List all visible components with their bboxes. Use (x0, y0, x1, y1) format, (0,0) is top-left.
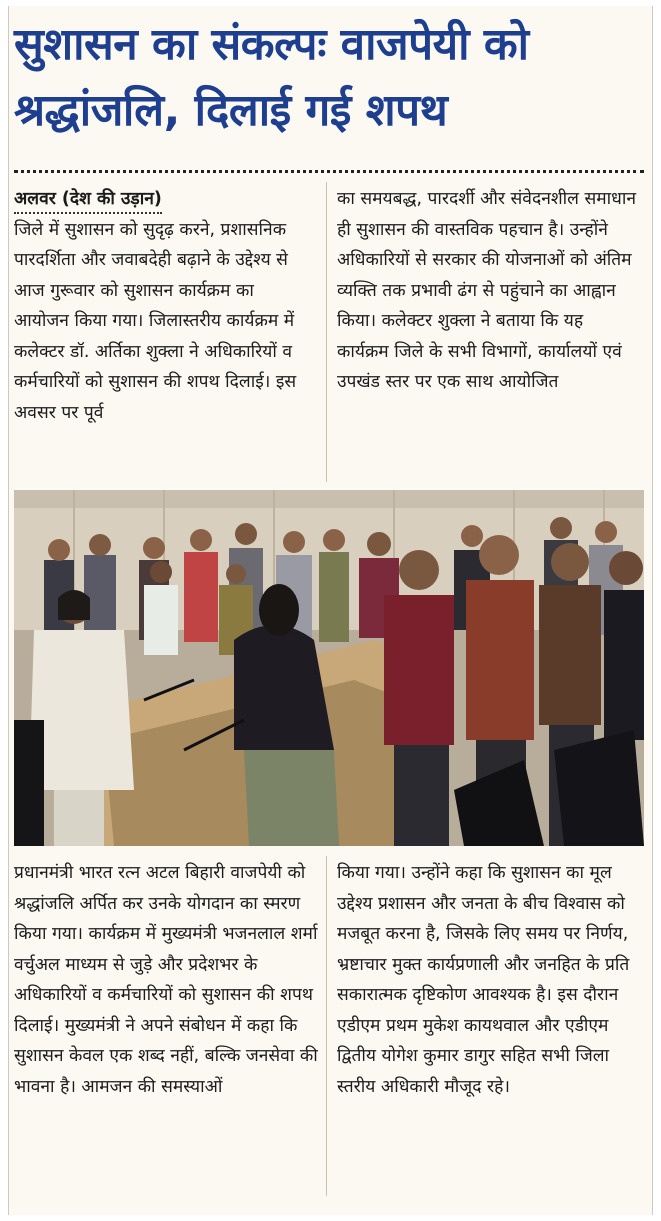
article-column-2 (337, 184, 637, 484)
article-column-3-text: प्रधानमंत्री भारत रत्न अटल बिहारी वाजपेयी को श्रद्धांजलि अर्पित कर उनके योगदान का स्मरण किया गया। कार्यक्रम में मुख्यमंत्री भजनलाल शर्मा वर्चुअल माध्यम से जुड़े और प्रदेशभर के अधिकारियों व कर्मचारियों को सुशासन की शपथ दिलाई। मुख्यमंत्री ने अपने संबोधन में कहा कि सुशासन केवल एक शब्द नहीं, बल्कि जनसेवा की भावना है। आमजन की समस्याओं (14, 863, 318, 1097)
article-column-1 (14, 184, 314, 484)
headline-dotted-rule (14, 170, 644, 173)
news-photo (14, 490, 644, 846)
article-column-3 (14, 858, 324, 1198)
article-column-4 (337, 858, 637, 1198)
news-photo-illustration (14, 490, 644, 846)
headline-line-2: श्रद्धांजलि, दिलाई गई शपथ (14, 85, 448, 136)
article-column-2-text: का समयबद्ध, पारदर्शी और संवेदनशील समाधान ही सुशासन की वास्तविक पहचान है। उन्होंने अधिकारियों से सरकार की योजनाओं को अंतिम व्यक्ति तक प्रभावी ढंग से पहुंचाने का आह्वान किया। कलेक्टर शुक्ला ने बताया कि यह कार्यक्रम जिले के सभी विभागों, कार्यालयों एवं उपखंड स्तर पर एक साथ आयोजित (337, 189, 637, 392)
dateline: अलवर (देश की उड़ान) (14, 186, 162, 214)
headline (14, 12, 634, 144)
article-column-1-text: जिले में सुशासन को सुदृढ़ करने, प्रशासनिक पारदर्शिता और जवाबदेही बढ़ाने के उद्देश्य से आज गुरूवार को सुशासन कार्यक्रम का आयोजन किया गया। जिलास्तरीय कार्यक्रम में कलेक्टर डॉ. अर्तिका शुक्ला ने अधिकारियों व कर्मचारियों को सुशासन की शपथ दिलाई। इस अवसर पर पूर्व (14, 219, 297, 423)
headline-line-1: सुशासन का संकल्पः वाजपेयी को (14, 19, 529, 70)
article-column-4-text: किया गया। उन्होंने कहा कि सुशासन का मूल उद्देश्य प्रशासन और जनता के बीच विश्वास को मजबूत करना है, जिसके लिए समय पर निर्णय, भ्रष्टाचार मुक्त कार्यप्रणाली और जनहित के प्रति सकारात्मक दृष्टिकोण आवश्यक है। इस दौरान एडीएम प्रथम मुकेश कायथवाल और एडीएम द्वितीय योगेश कुमार डागुर सहित सभी जिला स्तरीय अधिकारी मौजूद रहे। (337, 863, 630, 1097)
column-divider-top (326, 182, 327, 482)
column-divider-bottom (326, 856, 327, 1196)
